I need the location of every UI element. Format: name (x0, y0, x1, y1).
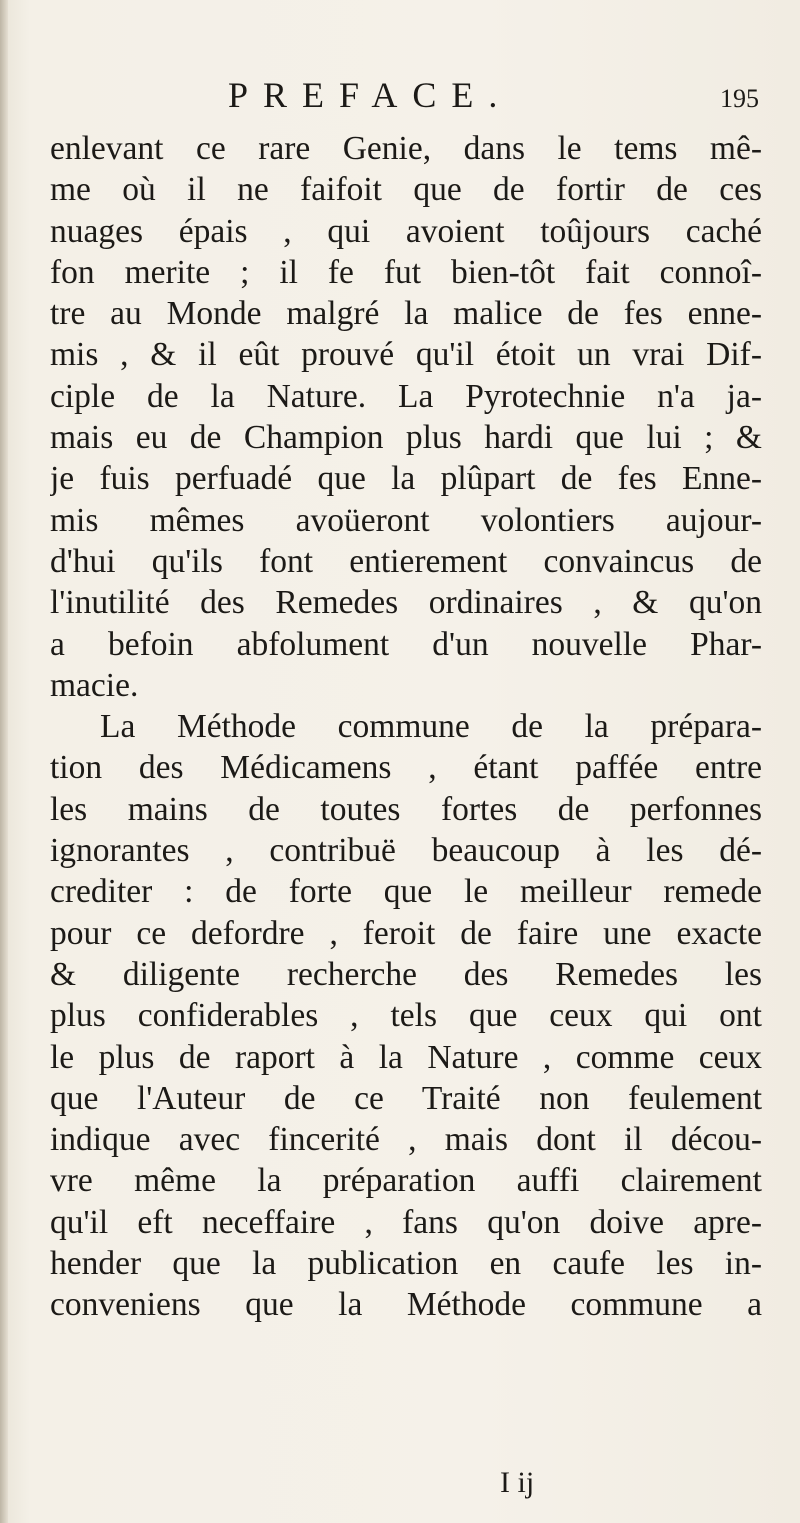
text-line: ciple de la Nature. La Pyrotechnie n'a ja- (50, 377, 762, 415)
text-line: mais eu de Champion plus hardi que lui ; & (50, 419, 762, 457)
text-line: conveniens que la Méthode commune a (50, 1286, 762, 1324)
text-line: me où il ne faifoit que de fortir de ces (50, 171, 762, 209)
body-text (50, 128, 762, 1326)
text-line: ignorantes , contribuë beaucoup à les dé- (50, 832, 762, 870)
page-gutter-shadow (0, 0, 8, 1523)
text-line: & diligente recherche des Remedes les (50, 955, 762, 993)
text-line: je fuis perfuadé que la plûpart de fes Enne- (50, 460, 762, 498)
text-line: La Méthode commune de la prépara- (100, 708, 762, 746)
text-line: vre même la préparation auffi clairement (50, 1162, 762, 1200)
text-line: enlevant ce rare Genie, dans le tems mê- (50, 130, 762, 167)
text-line: tion des Médicamens , étant paffée entre (50, 749, 762, 787)
text-line: nuages épais , qui avoient toûjours caché (50, 212, 762, 250)
text-line: l'inutilité des Remedes ordinaires , & qu'on (50, 584, 762, 622)
text-line: pour ce defordre , feroit de faire une exacte (50, 914, 762, 952)
text-line: fon merite ; il fe fut bien-tôt fait connoî- (50, 253, 762, 291)
text-line: crediter : de forte que le meilleur remede (50, 873, 762, 911)
text-line: le plus de raport à la Nature , comme ceux (50, 1038, 762, 1076)
text-line: qu'il eft neceffaire , fans qu'on doive apre- (50, 1203, 762, 1241)
signature-mark: I ij (500, 1466, 535, 1499)
text-line: tre au Monde malgré la malice de fes enne- (50, 295, 762, 333)
text-line: mis mêmes avoüeront volontiers aujour- (50, 501, 762, 539)
text-line: indique avec fincerité , mais dont il décou- (50, 1121, 762, 1159)
text-line: plus confiderables , tels que ceux qui ont (50, 997, 762, 1035)
text-line: mis , & il eût prouvé qu'il étoit un vrai Dif- (50, 336, 762, 374)
text-line: hender que la publication en caufe les in- (50, 1245, 762, 1283)
running-head: PREFACE. (228, 75, 513, 115)
text-line: les mains de toutes fortes de perfonnes (50, 790, 762, 828)
page-number: 195 (720, 84, 759, 113)
page-header (0, 74, 800, 118)
text-line: macie. (50, 666, 139, 704)
text-line: d'hui qu'ils font entierement convaincus de (50, 542, 762, 580)
text-line: que l'Auteur de ce Traité non feulement (50, 1079, 762, 1117)
text-line: a befoin abfolument d'un nouvelle Phar- (50, 625, 762, 663)
